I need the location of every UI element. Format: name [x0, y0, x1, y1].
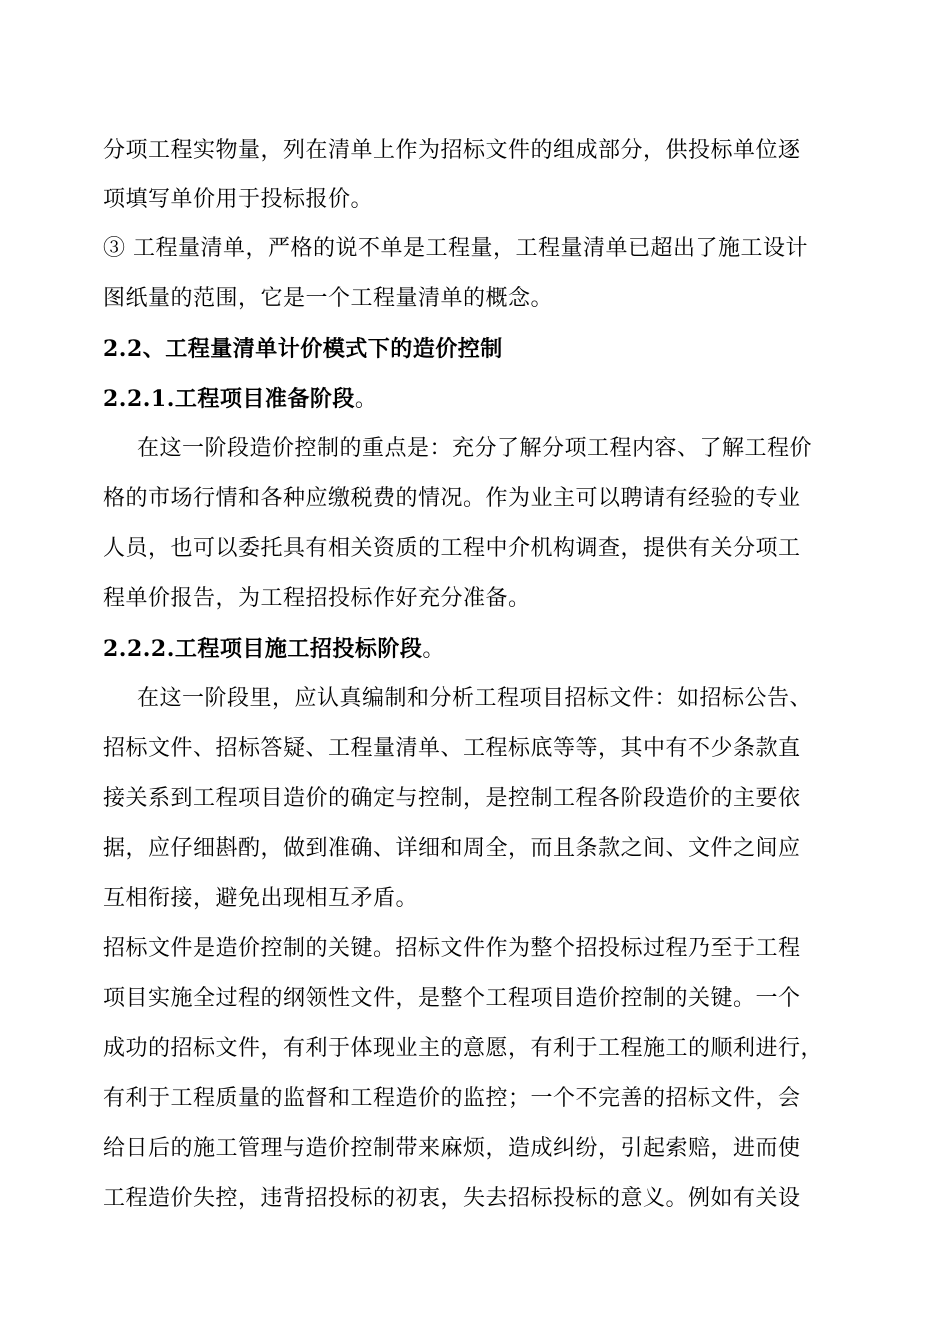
text-line: 给日后的施工管理与造价控制带来麻烦，造成纠纷，引起索赔，进而使	[103, 1136, 801, 1161]
text-line: 在这一阶段里，应认真编制和分析工程项目招标文件：如招标公告、	[137, 686, 813, 711]
heading-punct: 。	[422, 637, 445, 662]
section-heading-2-2-2	[103, 634, 445, 665]
text-line: 人员，也可以委托具有相关资质的工程中介机构调查，提供有关分项工	[103, 536, 801, 561]
text-line: 成功的招标文件，有利于体现业主的意愿，有利于工程施工的顺利进行，	[103, 1036, 824, 1061]
text-line: 互相衔接，避免出现相互矛盾。	[103, 886, 419, 911]
text-line: 接关系到工程项目造价的确定与控制，是控制工程各阶段造价的主要依	[103, 786, 801, 811]
text-line: 招标文件、招标答疑、工程量清单、工程标底等等，其中有不少条款直	[103, 736, 801, 761]
heading-text: 2.2.1.工程项目准备阶段	[103, 386, 355, 412]
text-line: ③ 工程量清单，严格的说不单是工程量，工程量清单已超出了施工设计	[103, 236, 808, 261]
text-line: 据，应仔细斟酌，做到准确、详细和周全，而且条款之间、文件之间应	[103, 836, 801, 861]
text-line: 程单价报告，为工程招投标作好充分准备。	[103, 586, 531, 611]
heading-punct: 。	[354, 387, 378, 412]
text-line: 有利于工程质量的监督和工程造价的监控；一个不完善的招标文件，会	[103, 1086, 801, 1111]
text-line: 项目实施全过程的纲领性文件，是整个工程项目造价控制的关键。一个	[103, 986, 801, 1011]
heading-text: 2.2.2.工程项目施工招投标阶段	[103, 636, 423, 662]
text-line: 在这一阶段造价控制的重点是：充分了解分项工程内容、了解工程价	[137, 436, 813, 461]
section-heading-2-2: 2.2、工程量清单计价模式下的造价控制	[103, 336, 503, 362]
text-line: 招标文件是造价控制的关键。招标文件作为整个招投标过程乃至于工程	[103, 936, 801, 961]
text-line: 格的市场行情和各种应缴税费的情况。作为业主可以聘请有经验的专业	[103, 486, 801, 511]
text-line: 分项工程实物量，列在清单上作为招标文件的组成部分，供投标单位逐	[103, 138, 801, 163]
section-heading-2-2-1	[103, 384, 377, 415]
text-line: 工程造价失控，违背招投标的初衷，失去招标投标的意义。例如有关设	[103, 1186, 801, 1211]
text-line: 图纸量的范围，它是一个工程量清单的概念。	[103, 286, 554, 311]
text-line: 项填写单价用于投标报价。	[103, 187, 374, 212]
